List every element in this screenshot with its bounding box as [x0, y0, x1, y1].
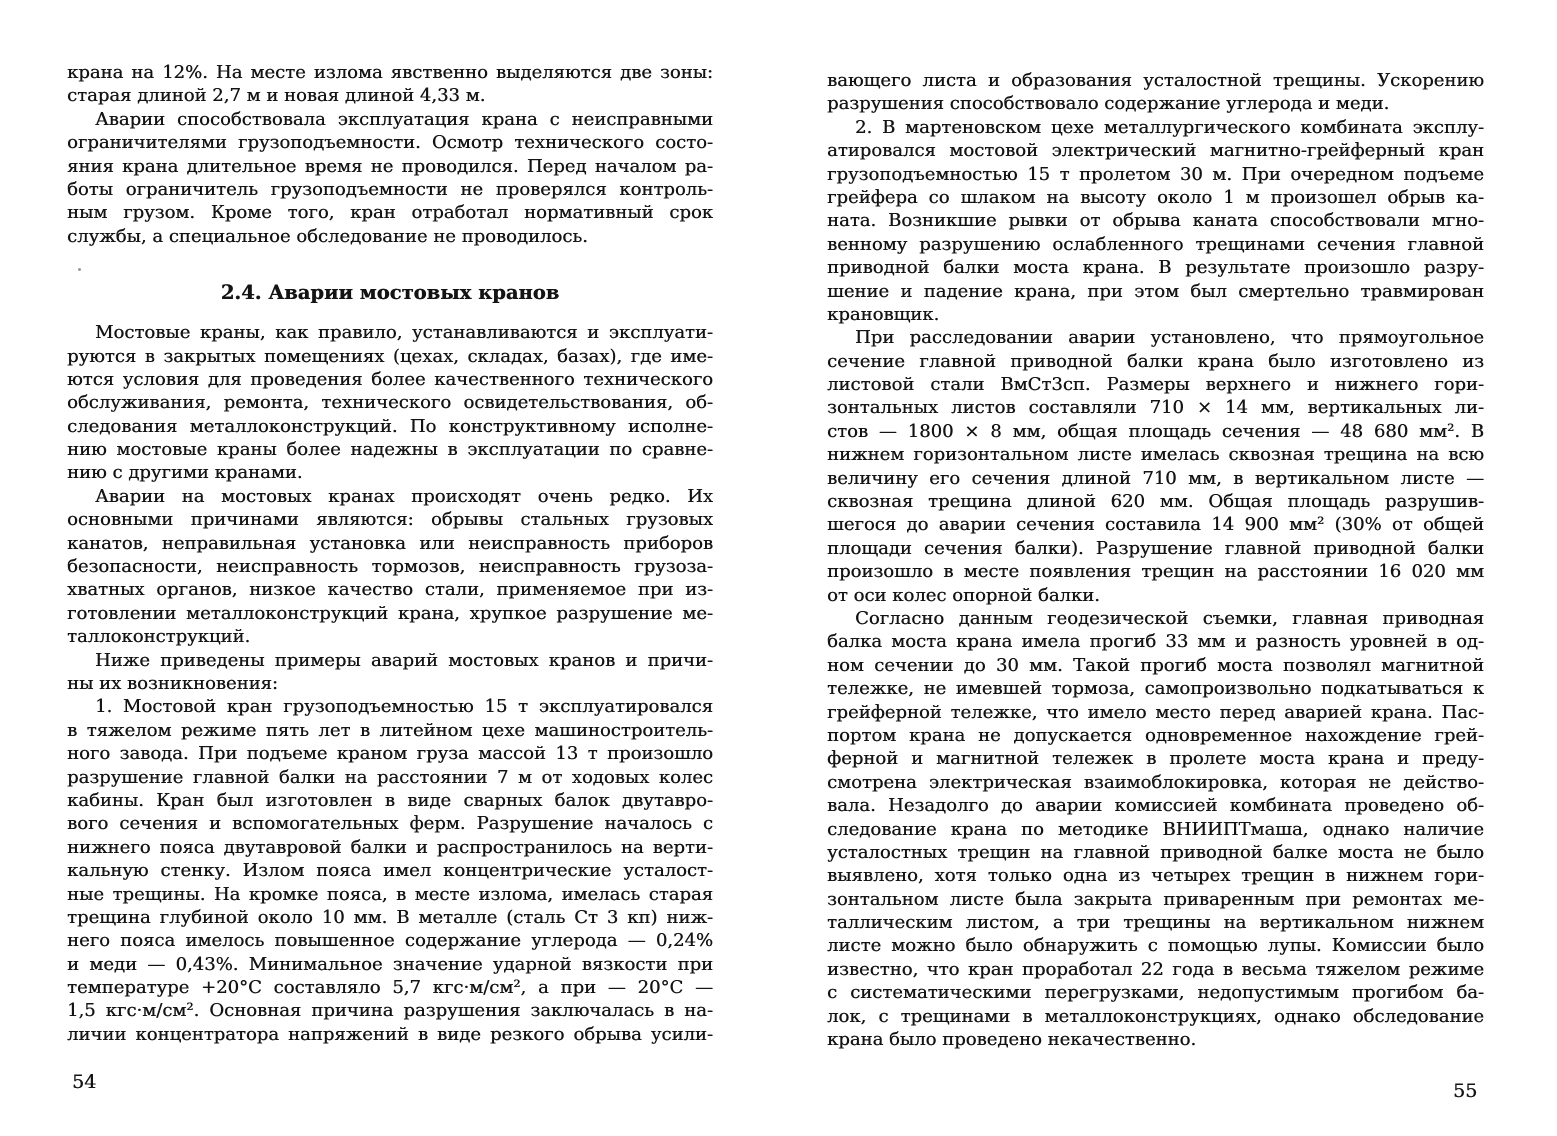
text-line: яния крана длительное время не проводился. Перед началом ра- [67, 155, 713, 177]
text-line: безопасности, неисправность тормозов, неисправность грузоза- [67, 556, 713, 578]
text-line: Мостовые краны, как правило, устанавливаются и эксплуати- [95, 322, 713, 344]
text-line: ные трещины. На кромке пояса, в месте излома, имелась старая [67, 883, 713, 905]
text-line: обслуживания, ремонта, технического освидетельствования, об- [67, 392, 713, 414]
text-line: Ниже приведены примеры аварий мостовых кранов и причи- [95, 649, 713, 671]
text-line: портом крана не допускается одновременное нахождение грей- [827, 724, 1484, 746]
text-line: Аварии способствовала эксплуатация крана с неисправными [95, 108, 713, 130]
text-line: трещина глубиной около 10 мм. В металле (сталь Ст 3 кп) ниж- [67, 906, 713, 928]
text-line: него пояса имелось повышенное содержание углерода — 0,24% [67, 930, 713, 952]
text-line: крановщик. [827, 303, 940, 325]
text-line: нию с другими кранами. [67, 462, 303, 484]
text-line: готовлении металлоконструкций крана, хрупкое разрушение ме- [67, 602, 713, 624]
text-line: ным грузом. Кроме того, кран отработал нормативный срок [67, 202, 713, 224]
text-line: грузоподъемностью 15 т пролетом 30 м. При очередном подъеме [827, 163, 1484, 185]
text-line: Согласно данным геодезической съемки, главная приводная [855, 607, 1484, 629]
text-line: старая длиной 2,7 м и новая длиной 4,33 м. [67, 85, 486, 107]
text-line: ограничителями грузоподъемности. Осмотр технического состо- [67, 132, 713, 154]
text-line: кальную стенку. Излом пояса имел концентрические усталост- [67, 860, 713, 882]
text-line: ферной и магнитной тележек в пролете моста крана и преду- [827, 748, 1484, 770]
text-line: ного завода. При подъеме краном груза массой 13 т произошло [67, 743, 713, 765]
text-line: таллическим листом, а три трещины на вертикальном нижнем [827, 912, 1484, 934]
text-line: усталостных трещин на главной приводной балке моста не было [827, 841, 1484, 863]
text-line: зонтальном листе была закрыта приваренным при ремонтах ме- [827, 888, 1484, 910]
text-line: таллоконструкций. [67, 626, 251, 648]
text-line: нижнего пояса двутавровой балки и распространилось на верти- [67, 836, 713, 858]
text-line: 1. Мостовой кран грузоподъемностью 15 т эксплуатировался [95, 696, 713, 718]
text-line: 1,5 кгс·м/см². Основная причина разрушения заключалась в на- [67, 1000, 713, 1022]
text-line: приводной балки моста крана. В результате произошло разру- [827, 257, 1484, 279]
text-line: грейфера со шлаком на высоту около 1 м произошел обрыв ка- [827, 186, 1484, 208]
text-line: зонтальных листов составляли 710 × 14 мм, вертикальных ли- [827, 397, 1484, 419]
text-line: службы, а специальное обследование не проводилось. [67, 225, 588, 247]
text-line: в тяжелом режиме пять лет в литейном цехе машиностроитель- [67, 719, 713, 741]
text-line: Аварии на мостовых кранах происходят очень редко. Их [95, 485, 713, 507]
text-line: При расследовании аварии установлено, что прямоугольное [855, 327, 1484, 349]
text-line: ются условия для проведения более качественного технического [67, 368, 713, 390]
text-line: нию мостовые краны более надежны в эксплуатации по сравне- [67, 439, 713, 461]
text-line: сечение главной приводной балки крана было изготовлено из [827, 350, 1484, 372]
text-line: листе можно было обнаружить с помощью лупы. Комиссии было [827, 935, 1484, 957]
page-right-text-column [827, 69, 1484, 1051]
text-line: и меди — 0,43%. Минимальное значение ударной вязкости при [67, 953, 713, 975]
text-line: нижнем горизонтальном листе имелась сквозная трещина на всю [827, 444, 1484, 466]
text-line: от оси колес опорной балки. [827, 584, 1100, 606]
text-line: температуре +20°С составляло 5,7 кгс·м/см², а при — 20°С — [67, 977, 713, 999]
text-line: следование крана по методике ВНИИПТмаша, однако наличие [827, 818, 1484, 840]
text-line: вала. Незадолго до аварии комиссией комбината проведено об- [827, 795, 1484, 817]
text-line: величину его сечения длиной 710 мм, в вертикальном листе — [827, 467, 1484, 489]
text-line: боты ограничитель грузоподъемности не проверялся контроль- [67, 178, 713, 200]
text-line: выявлено, хотя только одна из четырех трещин в нижнем гори- [827, 865, 1484, 887]
page-number-right: 55 [1453, 1080, 1478, 1102]
text-line: вающего листа и образования усталостной трещины. Ускорению [827, 70, 1484, 91]
text-line: вого сечения и вспомогательных ферм. Разрушение началось с [67, 813, 713, 835]
text-line: шегося до аварии сечения составила 14 900 мм² (30% от общей [827, 514, 1484, 536]
text-line: венному разрушению ослабленного трещинами сечения главной [827, 233, 1484, 255]
text-line: площади сечения балки). Разрушение главной приводной балки [827, 537, 1484, 559]
text-line: разрушение главной балки на расстоянии 7 м от ходовых колес [67, 766, 713, 788]
page-left-text-column [67, 61, 713, 1046]
text-line: листовой стали ВмСт3сп. Размеры верхнего и нижнего гори- [827, 374, 1484, 396]
text-line: хватных органов, низкое качество стали, применяемое при из- [67, 579, 713, 601]
text-line: крана на 12%. На месте излома явственно выделяются две зоны: [67, 62, 713, 83]
text-line: канатов, неправильная установка или неисправность приборов [67, 532, 713, 554]
text-line: кабины. Кран был изготовлен в виде сварных балок двутавро- [67, 789, 713, 811]
section-heading: 2.4. Аварии мостовых кранов [220, 281, 560, 305]
text-line: произошло в месте появления трещин на расстоянии 16 020 мм [827, 561, 1484, 583]
text-line: стов — 1800 × 8 мм, общая площадь сечения — 48 680 мм². В [827, 420, 1484, 442]
text-line: смотрена электрическая взаимоблокировка, которая не действо- [827, 771, 1484, 793]
text-line: балка моста крана имела прогиб 33 мм и разность уровней в од- [827, 631, 1484, 653]
text-line: шение и падение крана, при этом был смертельно травмирован [827, 280, 1484, 302]
text-line: ны их возникновения: [67, 672, 278, 694]
text-line: с систематическими перегрузками, недопустимым прогибом ба- [827, 982, 1484, 1004]
text-line: ната. Возникшие рывки от обрыва каната способствовали мгно- [827, 210, 1484, 232]
text-line: основными причинами являются: обрывы стальных грузовых [67, 509, 713, 531]
text-line: грейферной тележке, что имело место перед аварией крана. Пас- [827, 701, 1484, 723]
text-line: тележке, не имевшей тормоза, самопроизвольно подкатываться к [827, 678, 1484, 700]
text-line: сквозная трещина длиной 620 мм. Общая площадь разрушив- [827, 491, 1484, 513]
text-line: руются в закрытых помещениях (цехах, складах, базах), где име- [67, 345, 713, 367]
text-line: атировался мостовой электрический магнитно-грейферный кран [827, 140, 1484, 162]
text-line: 2. В мартеновском цехе металлургического комбината эксплу- [855, 116, 1484, 138]
text-line: личии концентратора напряжений в виде резкого обрыва усили- [67, 1023, 713, 1045]
text-line: ном сечении до 30 мм. Такой прогиб моста позволял магнитной [827, 654, 1484, 676]
text-line: лок, с трещинами в металлоконструкциях, однако обследование [827, 1005, 1484, 1027]
text-line: следования металлоконструкций. По конструктивному исполне- [67, 415, 713, 437]
page-number-left: 54 [72, 1071, 97, 1093]
text-line: известно, что кран проработал 22 года в весьма тяжелом режиме [827, 958, 1484, 980]
text-line: разрушения способствовало содержание углерода и меди. [827, 93, 1390, 115]
text-line: крана было проведено некачественно. [827, 1029, 1197, 1051]
